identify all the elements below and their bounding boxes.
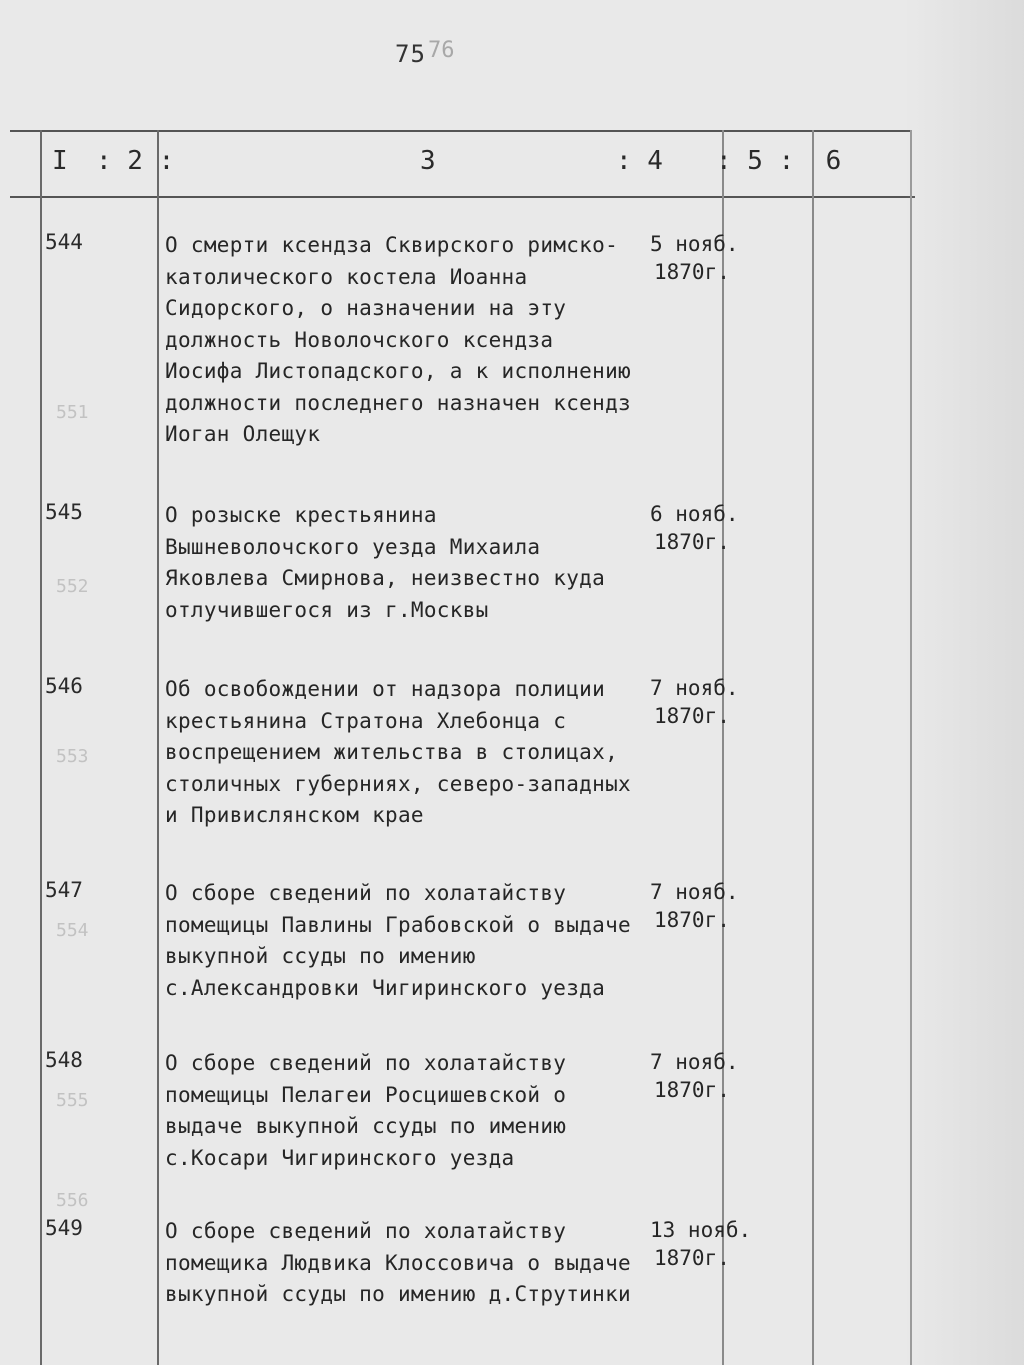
bleed-through-number: 553 <box>56 746 89 767</box>
page-number-bleed-through: 76 <box>428 38 455 63</box>
entry-date <box>650 1048 760 1104</box>
entry-title: Об освобождении от надзора полиции крестьянина Стратона Хлебонца с воспрещением жительства в столицах, столичных губерниях, северо-западных и Привислянском крае <box>165 677 631 827</box>
column-header-3: 3 <box>420 146 436 176</box>
entry-date <box>650 674 760 730</box>
column-header-4: : 4 <box>616 146 663 176</box>
entry-number: 544 <box>45 230 83 254</box>
bleed-through-number: 552 <box>56 576 89 597</box>
entry-title: О сборе сведений по холатайству помещицы Павлины Грабовской о выдаче выкупной ссуды по имению с.Александровки Чигиринского уезда <box>165 881 631 1000</box>
entry-number: 547 <box>45 878 83 902</box>
entry-date-year: 1870г. <box>654 1246 730 1270</box>
entry-title: О сборе сведений по холатайству помещицы Пелагеи Росцишевской о выдаче выкупной ссуды по имению с.Косари Чигиринского уезда <box>165 1051 567 1170</box>
entry-date-day: 7 нояб. <box>650 676 739 700</box>
column-divider <box>722 130 724 1365</box>
entry-date-year: 1870г. <box>654 530 730 554</box>
table-header-rule <box>10 196 915 198</box>
bleed-through-number: 554 <box>56 920 89 941</box>
column-divider <box>812 130 814 1365</box>
entry-date-year: 1870г. <box>654 1078 730 1102</box>
entry-number: 548 <box>45 1048 83 1072</box>
column-header-5-6: : 5 : 6 <box>716 146 842 176</box>
entry-title: О смерти ксендза Сквирского римско-католического костела Иоанна Сидорского, о назначении на эту должность Новолочского ксендза Иосифа Листопадского, а к исполнению должности последнего назначен ксендз Иоган Олещук <box>165 233 631 446</box>
entry-date <box>650 230 760 286</box>
column-divider <box>157 130 159 1365</box>
entry-date-year: 1870г. <box>654 908 730 932</box>
entry-number: 546 <box>45 674 83 698</box>
entry-date <box>650 1216 760 1272</box>
entry-date-day: 13 нояб. <box>650 1218 752 1242</box>
bleed-through-number: 551 <box>56 402 89 423</box>
table-top-rule <box>10 130 910 132</box>
entry-date-day: 5 нояб. <box>650 232 739 256</box>
column-divider <box>910 130 912 1365</box>
entry-date <box>650 878 760 934</box>
column-header-1: I <box>52 146 68 176</box>
entry-date <box>650 500 760 556</box>
bleed-through-number: 555 <box>56 1090 89 1111</box>
column-divider <box>40 130 42 1365</box>
entry-date-day: 7 нояб. <box>650 880 739 904</box>
column-header-2: : 2 : <box>96 146 175 176</box>
entry-title: О розыске крестьянина Вышневолочского уезда Михаила Яковлева Смирнова, неизвестно куда отлучившегося из г.Москвы <box>165 503 606 622</box>
entry-date-day: 7 нояб. <box>650 1050 739 1074</box>
page-number: 75 <box>395 40 426 68</box>
entry-date-year: 1870г. <box>654 704 730 728</box>
bleed-through-number: 556 <box>56 1190 89 1211</box>
entry-number: 545 <box>45 500 83 524</box>
entry-number: 549 <box>45 1216 83 1240</box>
entry-date-year: 1870г. <box>654 260 730 284</box>
entry-title: О сборе сведений по холатайству помещика Людвика Клоссовича о выдаче выкупной ссуды по имению д.Струтинки <box>165 1219 631 1306</box>
entry-date-day: 6 нояб. <box>650 502 739 526</box>
